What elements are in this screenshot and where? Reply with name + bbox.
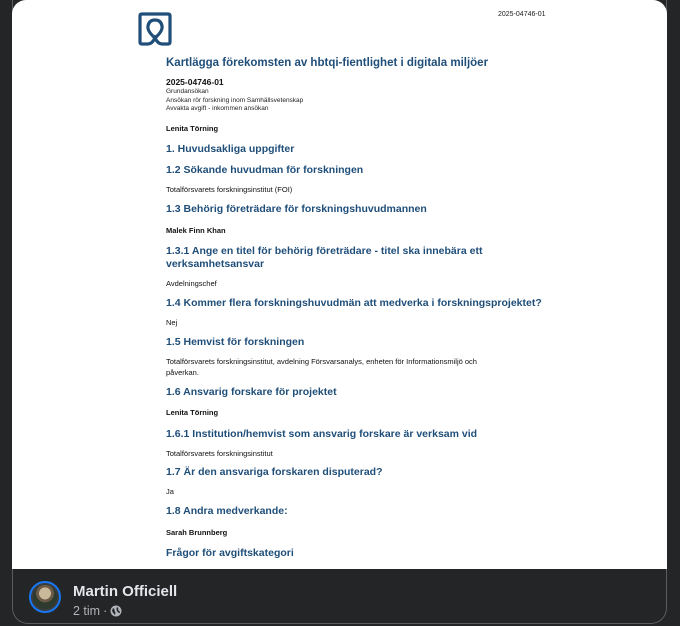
section-value: Avdelningschef [166,279,217,288]
author-name[interactable]: Martin Officiell [73,583,178,600]
section-heading: 1.5 Hemvist för forskningen [166,336,305,348]
vetenskapsradet-logo-icon [137,11,173,47]
section-heading: 1.8 Andra medverkande: [166,505,288,517]
section-value: Totalförsvarets forskningsinstitut, avdelning Försvarsanalys, enheten för Informationsmiljö och [166,357,477,366]
globe-icon[interactable] [110,605,122,617]
section-heading: 1.6.1 Institution/hemvist som ansvarig forskare är verksam vid [166,428,478,440]
document-meta [166,77,303,114]
author-avatar[interactable] [29,581,61,613]
section-heading: verksamhetsansvar [166,258,265,270]
section-value: Ja [166,487,174,496]
meta-line: Avvakta avgift - inkommen ansökan [166,105,269,113]
post-image[interactable] [12,0,667,569]
section-heading: 1.3 Behörig företrädare för forskningshuvudmannen [166,203,427,215]
section-heading: 1.6 Ansvarig forskare för projektet [166,386,337,398]
section-heading: 1.3.1 Ange en titel för behörig företrädare - titel ska innebära ett [166,245,483,257]
section-value: Sarah Brunnberg [166,528,228,537]
section-value: Totalförsvarets forskningsinstitut (FOI) [166,185,293,194]
separator: · [103,604,108,618]
section-value: Totalförsvarets forskningsinstitut [166,449,273,458]
meta-line: Ansökan rör forskning inom Samhällsvetenskap [166,96,304,104]
section-value: påverkan. [166,368,199,377]
document-reference: 2025-04746-01 [498,11,546,18]
section-heading: 1.2 Sökande huvudman för forskningen [166,164,364,176]
applicant-name: Lenita Törning [166,124,219,133]
section-value: Nej [166,318,178,327]
section-value: Lenita Törning [166,408,219,417]
application-id: 2025-04746-01 [166,77,224,87]
section-heading: 1.7 Är den ansvariga forskaren disputerad? [166,466,383,478]
document-title: Kartlägga förekomsten av hbtqi-fientlighet i digitala miljöer [166,57,489,69]
section-value: Malek Finn Khan [166,226,226,235]
post-meta [73,604,122,618]
meta-line: Grundansökan [166,88,209,95]
post-time[interactable]: 2 tim [73,604,101,618]
section-heading: 1.4 Kommer flera forskningshuvudmän att medverka i forskningsprojektet? [166,297,542,309]
post-header [12,569,667,625]
section-heading: Frågor för avgiftskategori [166,547,294,559]
section-heading: 1. Huvudsakliga uppgifter [166,143,295,155]
